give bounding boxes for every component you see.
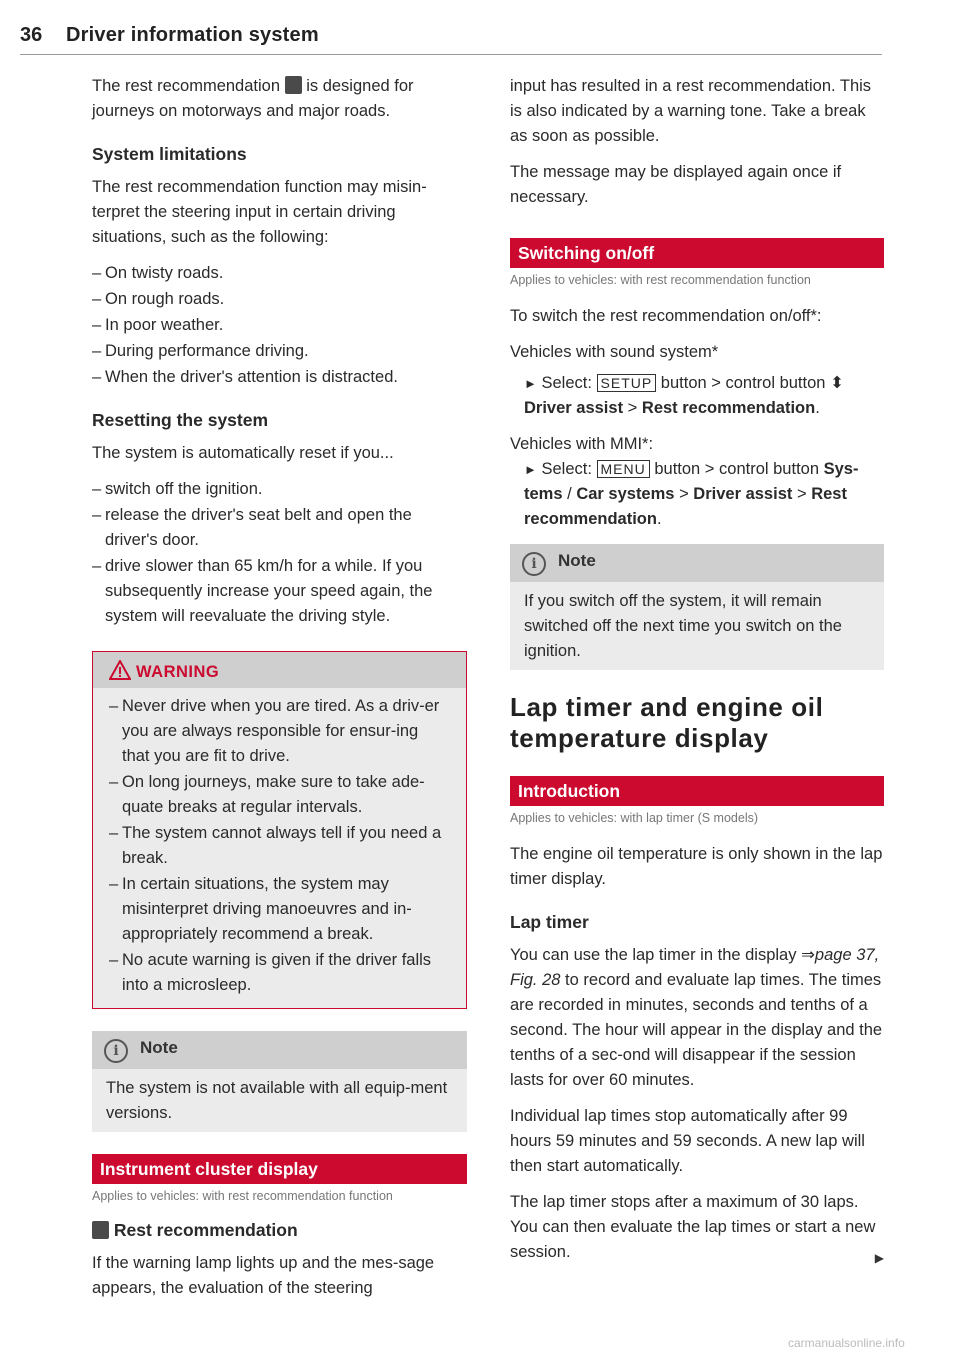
lap-heading: Lap timer xyxy=(510,912,589,932)
note-box xyxy=(510,544,884,670)
intro-paragraph: The rest recommendation is designed for journeys on motorways and major roads. xyxy=(92,77,414,120)
list-item: – drive slower than 65 km/h for a while. If you subsequently increase your speed again, the system will reevaluate the driving style. xyxy=(92,554,467,629)
step-arrow-icon: ► xyxy=(524,462,537,477)
mmi-label: Vehicles with MMI*: xyxy=(510,435,654,453)
applies-note: Applies to vehicles: with rest recommendation function xyxy=(92,1189,393,1203)
note-box xyxy=(92,1031,467,1132)
warning-triangle-icon xyxy=(109,660,131,680)
setup-key: SETUP xyxy=(597,374,657,392)
limitations-heading: System limitations xyxy=(92,144,247,164)
applies-note: Applies to vehicles: with lap timer (S models) xyxy=(510,811,759,825)
warning-header: WARNING xyxy=(93,652,466,688)
rest-icon xyxy=(92,1221,109,1239)
list-item: – The system cannot always tell if you need a break. xyxy=(109,821,448,871)
mmi-step: ► Select: MENU button > control button Sys-tems / Car systems > Driver assist > Rest recommendation. xyxy=(524,460,859,528)
page-header xyxy=(20,22,882,55)
individual-text: Individual lap times stop automatically after 99 hours 59 minutes and 59 seconds. A new lap will then start automatically. xyxy=(510,1107,865,1175)
list-item: – In certain situations, the system may misinterpret driving manoeuvres and in-appropriately recommend a break. xyxy=(109,872,448,947)
info-icon: i xyxy=(104,1039,128,1063)
switch-text: To switch the rest recommendation on/off*: xyxy=(510,307,822,325)
info-icon: i xyxy=(522,552,546,576)
limitations-text: The rest recommendation function may misin-terpret the steering input in certain driving situations, such as the following: xyxy=(92,178,427,246)
intro-heading: Introduction xyxy=(510,776,884,806)
cont-text: input has resulted in a rest recommendation. This is also indicated by a warning tone. Take a break as soon as possible. xyxy=(510,77,872,145)
updown-icon: ⬍ xyxy=(830,374,844,392)
rest-text: If the warning lamp lights up and the mes-sage appears, the evaluation of the steering xyxy=(92,1254,435,1297)
resetting-heading: Resetting the system xyxy=(92,410,269,430)
note-header: i Note xyxy=(510,544,884,582)
resetting-list xyxy=(92,477,467,629)
list-item: – On rough roads. xyxy=(92,287,467,312)
again-text: The message may be displayed again once if necessary. xyxy=(510,163,842,206)
rest-heading: Rest recommendation xyxy=(92,1220,467,1241)
sound-label: Vehicles with sound system* xyxy=(510,343,719,361)
chapter-heading: Lap timer and engine oil temperature display xyxy=(510,692,824,753)
list-item: – When the driver's attention is distracted. xyxy=(92,365,467,390)
section-title: Driver information system xyxy=(66,24,319,46)
page-ref-link[interactable]: page 37, Fig. 28 xyxy=(510,946,880,989)
list-item: – In poor weather. xyxy=(92,313,467,338)
lap-text: You can use the lap timer in the display ⇒page 37, Fig. 28 to record and evaluate lap times. The times are recorded in minutes, seconds and tenths of a second. The hour will appear in the display and the tenths of a sec-ond will disappear if the session lasts for over 60 minutes. xyxy=(510,946,883,1089)
left-column xyxy=(92,74,467,1312)
list-item: – During performance driving. xyxy=(92,339,467,364)
step-arrow-icon: ► xyxy=(524,376,537,391)
sound-step: ► Select: SETUP button > control button ⬍ Driver assist > Rest recommendation. xyxy=(524,374,844,417)
note-header: i Note xyxy=(92,1031,467,1069)
switch-heading: Switching on/off xyxy=(510,238,884,268)
list-item: – release the driver's seat belt and open the driver's door. xyxy=(92,503,467,553)
rest-icon xyxy=(285,76,302,94)
page-ref-arrow-icon: ⇒ xyxy=(801,946,815,964)
resetting-text: The system is automatically reset if you... xyxy=(92,444,394,462)
note-body: If you switch off the system, it will remain switched off the next time you switch on the ignition. xyxy=(524,592,842,660)
warning-box xyxy=(92,651,467,1009)
note-body: The system is not available with all equip-ment versions. xyxy=(106,1079,448,1122)
applies-note: Applies to vehicles: with rest recommendation function xyxy=(510,273,811,287)
cluster-heading: Instrument cluster display xyxy=(92,1154,467,1184)
list-item: – On twisty roads. xyxy=(92,261,467,286)
stop-text: The lap timer stops after a maximum of 30 laps. You can then evaluate the lap times or start a new session. ▶ xyxy=(510,1190,884,1265)
watermark: carmanualsonline.info xyxy=(788,1336,905,1350)
right-column xyxy=(510,74,884,1276)
list-item: – No acute warning is given if the driver falls into a microsleep. xyxy=(109,948,448,998)
limitations-list xyxy=(92,261,467,390)
oil-text: The engine oil temperature is only shown in the lap timer display. xyxy=(510,845,883,888)
list-item: – Never drive when you are tired. As a driv-er you are always responsible for ensur-ing that you are fit to drive. xyxy=(109,694,448,769)
list-item: – On long journeys, make sure to take ade-quate breaks at regular intervals. xyxy=(109,770,448,820)
continue-arrow-icon: ▶ xyxy=(874,1251,884,1265)
warning-body xyxy=(93,688,466,1008)
list-item: – switch off the ignition. xyxy=(92,477,467,502)
page-number: 36 xyxy=(20,24,43,46)
menu-key: MENU xyxy=(597,460,650,478)
warning-list xyxy=(109,694,448,998)
